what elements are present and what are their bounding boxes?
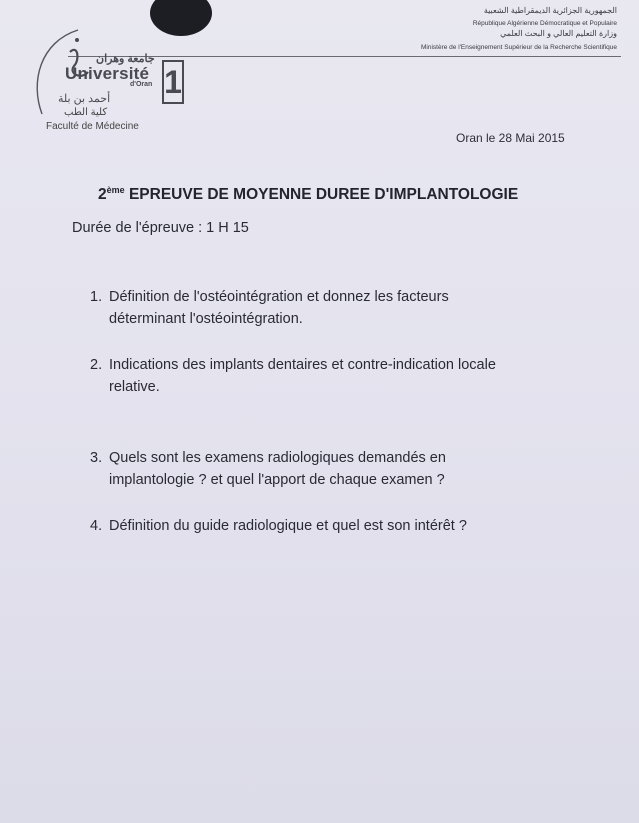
- question-number: 2.: [90, 357, 103, 373]
- faculty-arabic: كلية الطب: [64, 107, 108, 118]
- exam-duration: Durée de l'épreuve : 1 H 15: [72, 220, 249, 236]
- title-ordinal-suffix: ème: [106, 185, 125, 195]
- logo-number: 1: [162, 60, 184, 104]
- question-line-2: déterminant l'ostéointégration.: [109, 311, 303, 327]
- question-3: [90, 447, 590, 491]
- logo-arabic-name: جامعة وهران: [96, 53, 155, 65]
- title-ordinal-number: 2: [98, 186, 107, 204]
- question-2: [90, 354, 590, 398]
- header-french-line-1: République Algérienne Démocratique et Populaire: [472, 20, 617, 27]
- header-arabic-line-2: وزارة التعليم العالي و البحث العلمي: [500, 29, 617, 38]
- question-number: 1.: [90, 289, 103, 305]
- question-line-1: Quels sont les examens radiologiques demandés en: [109, 450, 446, 466]
- logo-arabic-subtitle: أحمد بن بلة: [58, 93, 111, 105]
- question-line-1: Indications des implants dentaires et contre-indication locale: [109, 357, 496, 373]
- question-number: 3.: [90, 450, 103, 466]
- question-line-2: implantologie ? et quel l'apport de chaque examen ?: [109, 472, 445, 488]
- faculty-french: Faculté de Médecine: [46, 121, 139, 132]
- exam-title: [98, 185, 518, 204]
- question-line-1: Définition du guide radiologique et quel est son intérêt ?: [109, 518, 467, 534]
- question-4: [90, 515, 590, 537]
- logo-wordmark: Université: [65, 64, 150, 83]
- question-line-2: relative.: [109, 379, 160, 395]
- header-french-line-2: Ministère de l'Enseignement Supérieur de la Recherche Scientifique: [421, 44, 617, 51]
- title-text: EPREUVE DE MOYENNE DUREE D'IMPLANTOLOGIE: [128, 186, 519, 204]
- question-number: 4.: [90, 518, 103, 534]
- logo-city: d'Oran: [130, 81, 153, 88]
- header-arabic-line-1: الجمهورية الجزائرية الديمقراطية الشعبية: [483, 6, 617, 15]
- question-1: [90, 286, 590, 330]
- document-date: Oran le 28 Mai 2015: [456, 131, 565, 145]
- question-line-1: Définition de l'ostéointégration et donnez les facteurs: [109, 289, 449, 305]
